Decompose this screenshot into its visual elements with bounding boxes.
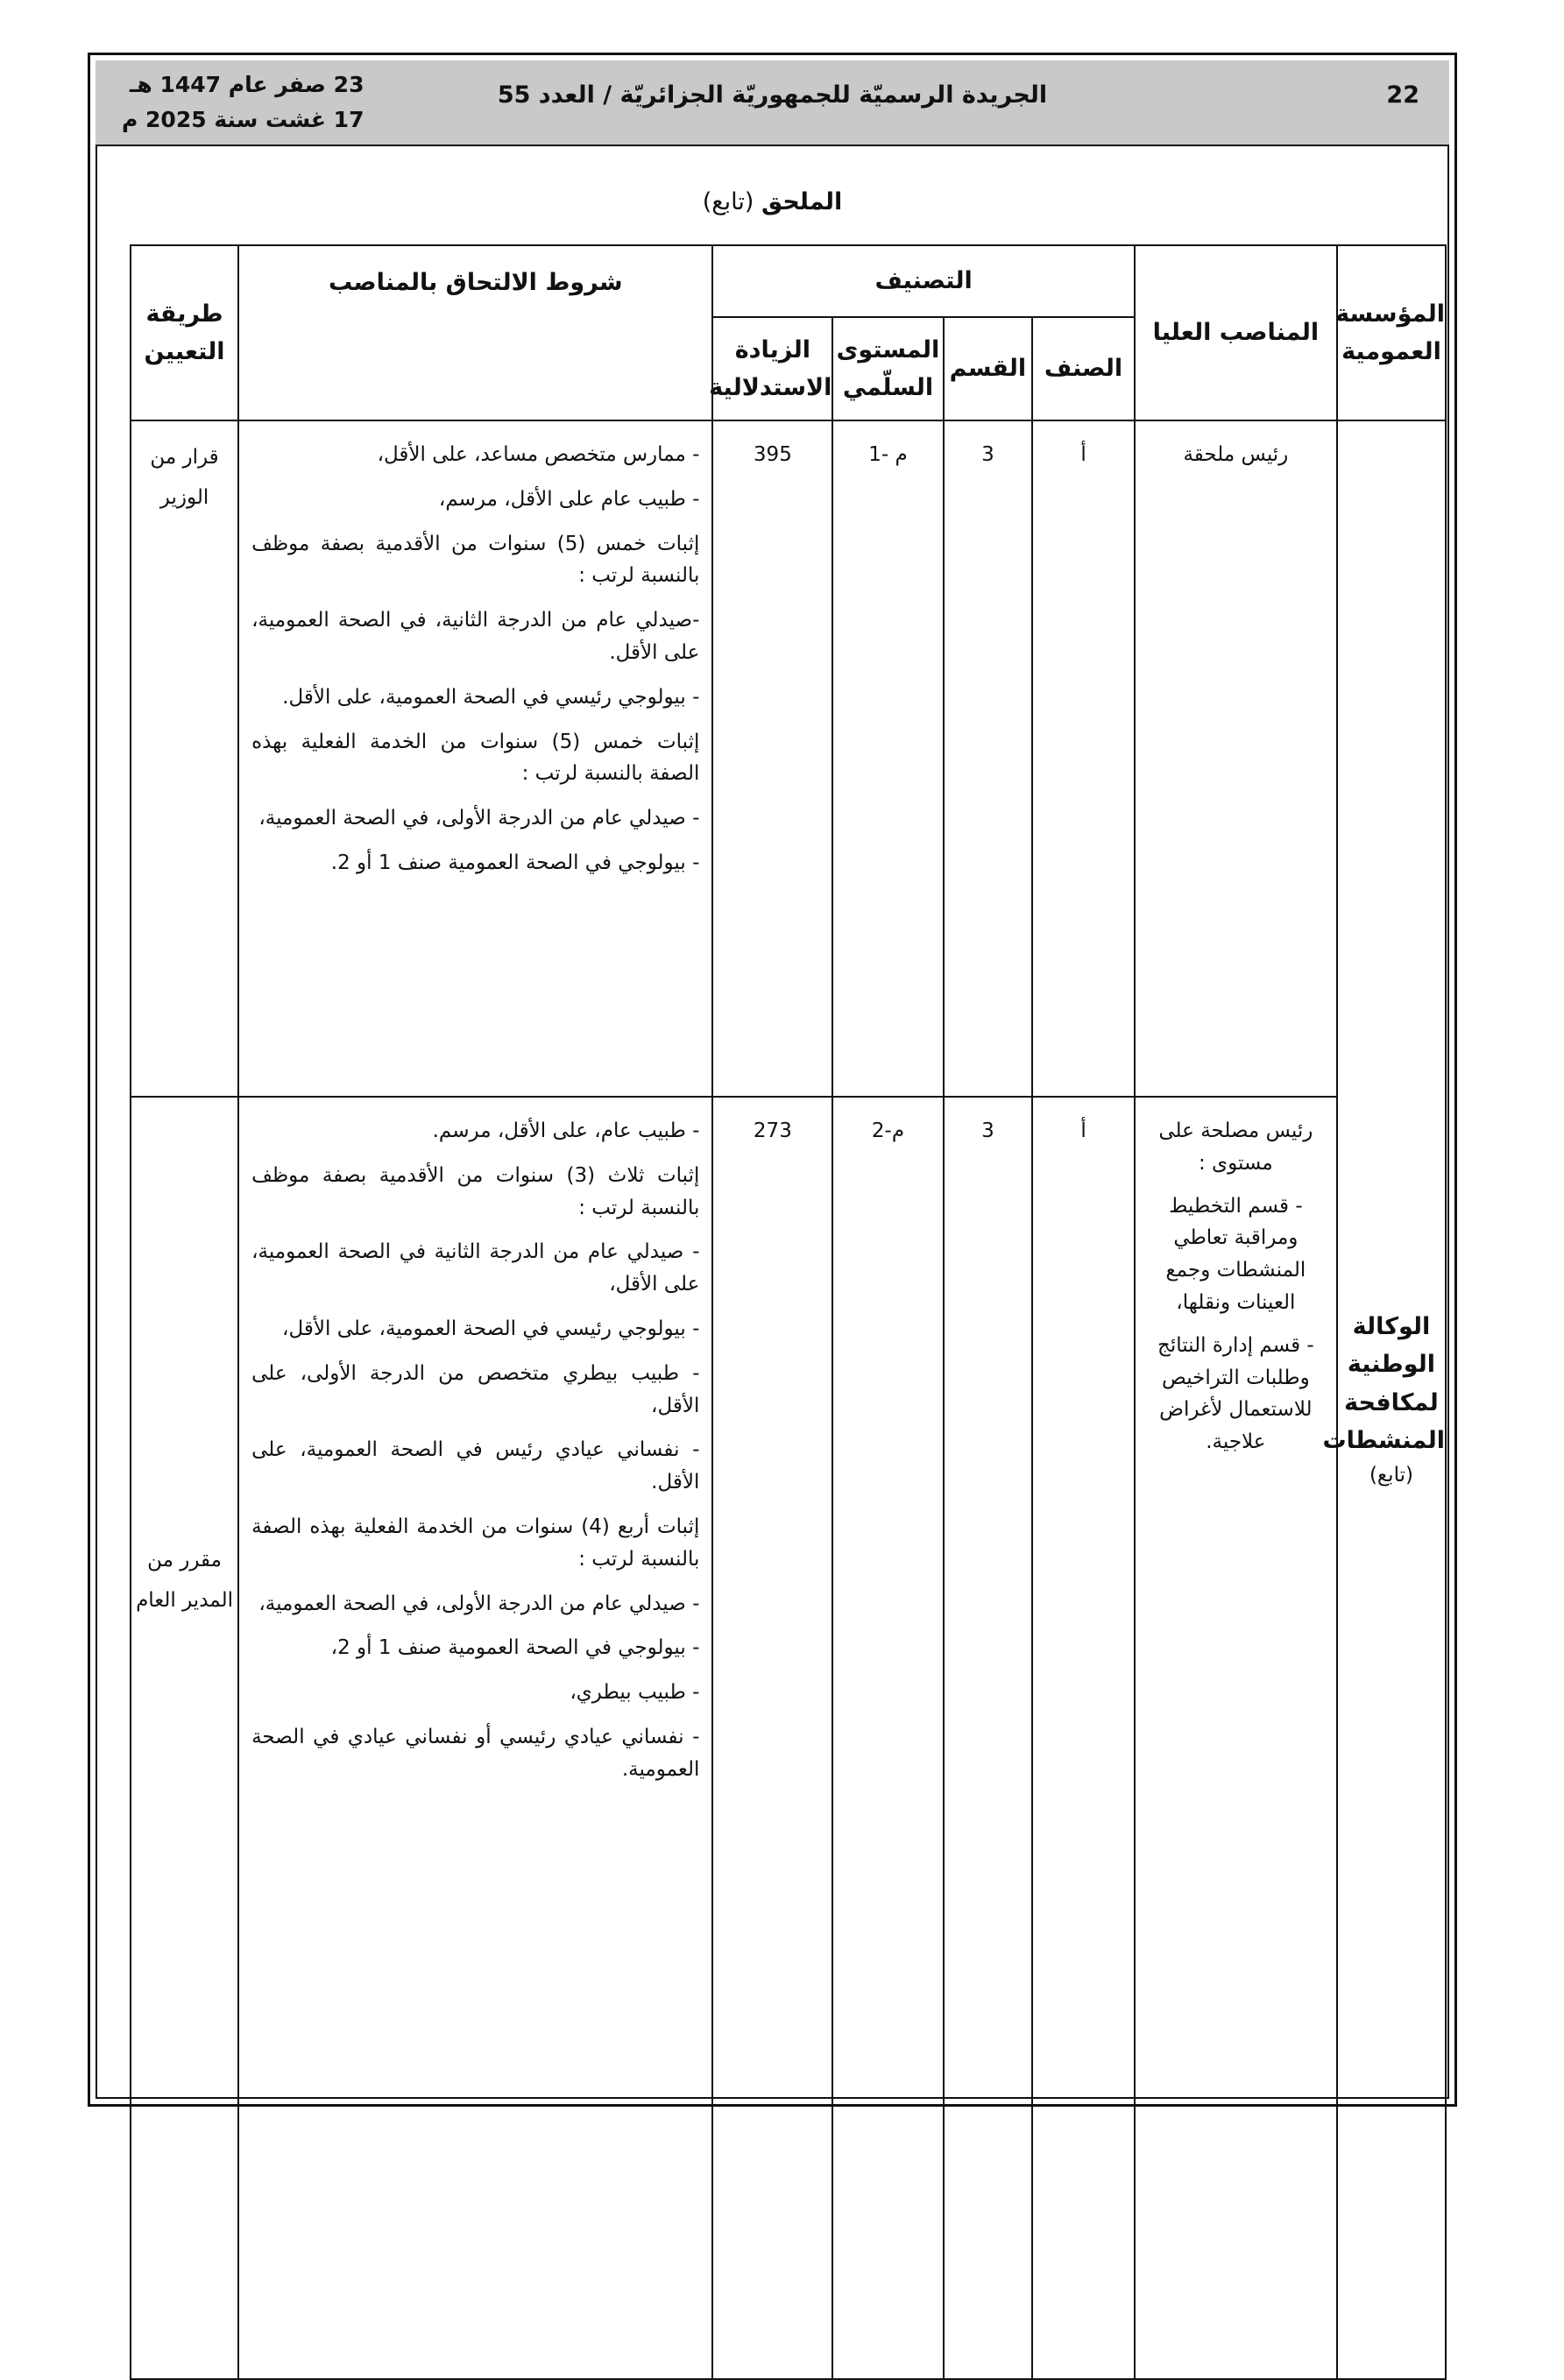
condition-item: إثبات أربع (4) سنوات من الخدمة الفعلية بهذه الصفة بالنسبة لرتب : [251,1515,700,1571]
header-classification: التصنيف [712,245,1134,317]
condition-item: -صيدلي عام من الدرجة الثانية، في الصحة العمومية، على الأقل. [251,609,700,664]
condition-item: - طبيب بيطري، [570,1681,700,1705]
header-level: المستوى السلّمي [832,317,943,420]
index-cell: 395 [712,420,832,1097]
appointment-cell: قرار من الوزير [131,420,238,1097]
condition-item: - طبيب عام على الأقل، مرسم، [438,487,700,511]
header-posts: المناصب العليا [1135,245,1337,420]
header-institution: المؤسسة العمومية [1337,245,1446,420]
post-cell [1135,1097,1337,2379]
condition-item: - ممارس متخصص مساعد، على الأقل، [377,443,700,466]
annex-suffix: (تابع) [702,188,754,215]
date-gregorian: 17 غشت سنة 2025 م [122,107,364,132]
condition-item: - طبيب بيطري متخصص من الدرجة الأولى، على الأقل، [251,1361,700,1417]
header-category: الصنف [1032,317,1135,420]
positions-table [130,244,1447,2380]
index-cell: 273 [712,1097,832,2379]
header-appointment: طريقة التعيين [131,245,238,420]
condition-item: - نفساني عيادي رئيسي أو نفساني عيادي في الصحة العمومية. [251,1725,700,1781]
level-cell: م-2 [832,1097,943,2379]
condition-item: - صيدلي عام من الدرجة الأولى، في الصحة العمومية، [258,1592,700,1615]
post-name: رئيس ملحقة [1183,443,1289,466]
condition-item: - بيولوجي في الصحة العمومية صنف 1 أو 2، [330,1636,700,1660]
institution-cell [1322,420,1446,2379]
post-title: رئيس مصلحة على مستوى : [1158,1119,1313,1175]
condition-item: إثبات ثلاث (3) سنوات من الأقدمية بصفة موظف بالنسبة لرتب : [251,1163,700,1219]
page-header [96,60,1449,146]
post-item: - قسم التخطيط ومراقبة تعاطي المنشطات وجمع العينات ونقلها، [1165,1194,1306,1314]
condition-item: - بيولوجي رئيسي في الصحة العمومية، على الأقل، [282,1317,700,1340]
date-hijri: 23 صفر عام 1447 هـ [129,72,364,97]
category-cell: أ [1032,1097,1135,2379]
condition-item: - نفساني عيادي رئيس في الصحة العمومية، على الأقل. [251,1438,700,1494]
condition-item: إثبات خمس (5) سنوات من الأقدمية بصفة موظف بالنسبة لرتب : [251,532,700,588]
conditions-cell [238,1097,712,2379]
condition-item: - صيدلي عام من الدرجة الثانية في الصحة العمومية، على الأقل، [251,1240,700,1296]
appointment-cell: مقرر من المدير العام [131,1097,238,2379]
annex-heading [96,188,1449,215]
conditions-list [251,439,699,879]
annex-title: الملحق [761,188,843,215]
institution-name: الوكالة الوطنية لمكافحة المنشطات [1322,1313,1445,1454]
condition-item: - بيولوجي في الصحة العمومية صنف 1 أو 2. [330,851,700,874]
condition-item: إثبات خمس (5) سنوات من الخدمة الفعلية بهذه الصفة بالنسبة لرتب : [251,730,700,786]
gazette-title: الجريدة الرسميّة للجمهوريّة الجزائريّة / العدد 55 [497,81,1048,109]
header-section: القسم [944,317,1033,420]
conditions-list [251,1115,699,1786]
category-cell: أ [1032,420,1135,1097]
condition-item: - صيدلي عام من الدرجة الأولى، في الصحة العمومية، [258,807,700,830]
post-item: - قسم إدارة النتائج وطلبات التراخيص للاستعمال لأغراض علاجية. [1157,1333,1314,1454]
header-conditions: شروط الالتحاق بالمناصب [238,245,712,420]
level-cell: م -1 [832,420,943,1097]
header-index: الزيادة الاستدلالية [712,317,832,420]
section-cell: 3 [944,1097,1033,2379]
institution-note: (تابع) [1369,1463,1413,1487]
page-number: 22 [1386,81,1419,109]
section-cell: 3 [944,420,1033,1097]
conditions-cell [238,420,712,1097]
issue-date [122,67,364,138]
post-cell [1135,420,1337,1097]
condition-item: - بيولوجي رئيسي في الصحة العمومية، على الأقل. [282,685,700,709]
condition-item: - طبيب عام، على الأقل، مرسم. [432,1119,700,1142]
